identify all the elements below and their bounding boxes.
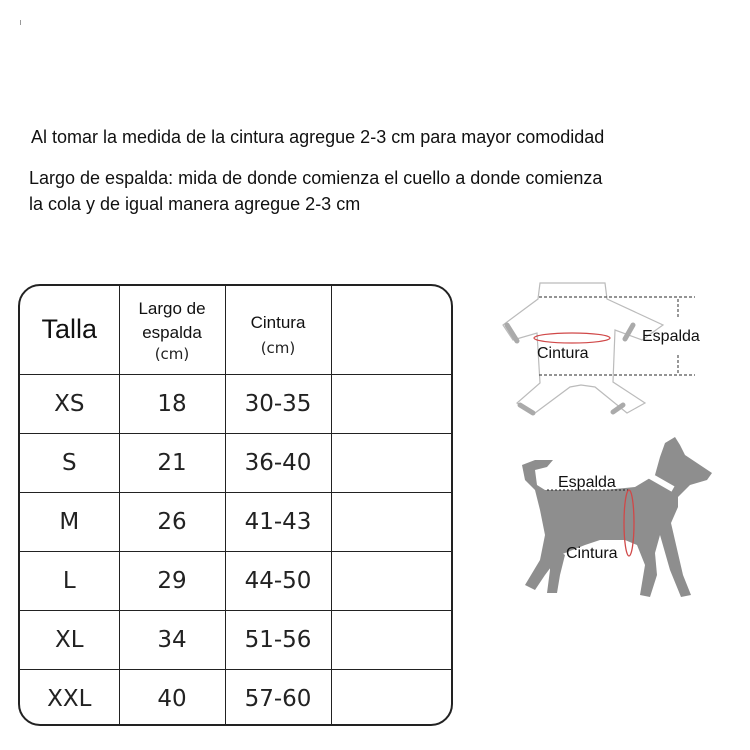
cell-size: XS [20, 374, 119, 433]
cell-waist: 51-56 [225, 610, 331, 669]
cell-waist: 36-40 [225, 433, 331, 492]
table-row [20, 669, 451, 726]
cell-back: 18 [119, 374, 225, 433]
dog-measure-diagram [505, 435, 730, 610]
header-back-unit: (cm) [154, 344, 190, 363]
dog-back-label: Espalda [558, 474, 616, 491]
cell-waist: 41-43 [225, 492, 331, 551]
cell-back: 40 [119, 669, 225, 726]
cell-back: 29 [119, 551, 225, 610]
cell-waist: 44-50 [225, 551, 331, 610]
header-size [20, 286, 119, 374]
back-tip-line2: la cola y de igual manera agregue 2-3 cm [29, 194, 361, 214]
cell-back: 21 [119, 433, 225, 492]
cell-extra [331, 610, 451, 669]
dog-waist-label: Cintura [566, 545, 618, 562]
back-tip-line1: Largo de espalda: mida de donde comienza el cuello a donde comienza [29, 168, 603, 188]
cell-size: L [20, 551, 119, 610]
cell-waist: 30-35 [225, 374, 331, 433]
header-waist [225, 286, 331, 374]
header-size-label: Talla [41, 314, 98, 345]
size-table [18, 284, 453, 726]
cell-extra [331, 551, 451, 610]
table-row [20, 492, 451, 551]
header-back-length [119, 286, 225, 374]
header-extra [331, 286, 451, 374]
cell-size: XL [20, 610, 119, 669]
header-waist-label: Cintura [250, 312, 306, 332]
cell-back: 34 [119, 610, 225, 669]
header-back-line1: Largo de [138, 298, 206, 318]
dog-silhouette-icon [522, 437, 712, 597]
cell-size: M [20, 492, 119, 551]
table-row [20, 551, 451, 610]
cell-size: XXL [20, 669, 119, 726]
cell-back: 26 [119, 492, 225, 551]
cell-extra [331, 669, 451, 726]
stray-mark [20, 20, 21, 25]
table-row [20, 610, 451, 669]
garment-measure-diagram [495, 275, 735, 420]
table-header-row [20, 286, 451, 374]
table-row [20, 374, 451, 433]
cell-waist: 57-60 [225, 669, 331, 726]
cell-extra [331, 492, 451, 551]
cell-extra [331, 433, 451, 492]
table-row [20, 433, 451, 492]
cell-extra [331, 374, 451, 433]
waist-tip: Al tomar la medida de la cintura agregue 2-3 cm para mayor comodidad [31, 127, 605, 147]
garment-back-label: Espalda [642, 328, 700, 345]
garment-waist-label: Cintura [537, 345, 589, 362]
header-waist-unit: (cm) [260, 338, 296, 357]
header-back-line2: espalda [142, 322, 202, 342]
cell-size: S [20, 433, 119, 492]
